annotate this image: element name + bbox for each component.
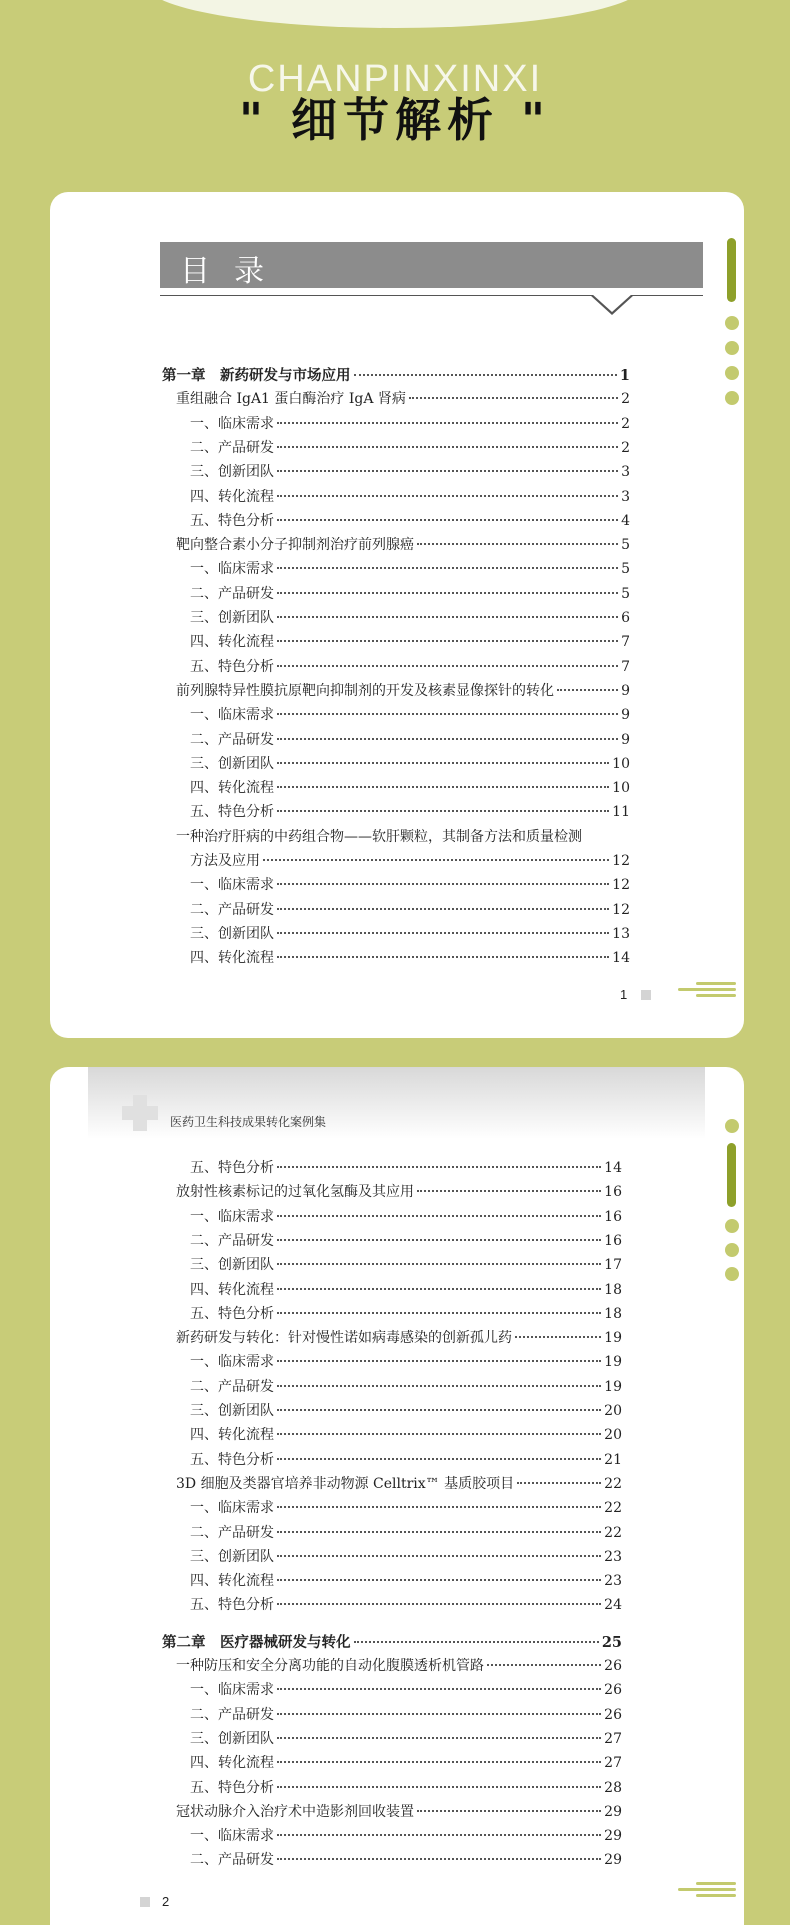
toc-entry-title: 一、临床需求	[190, 1828, 274, 1845]
toc-entry-title: 靶向整合素小分子抑制剂治疗前列腺癌	[176, 537, 414, 554]
toc-entry-title: 三、创新团队	[190, 1257, 274, 1274]
dot-leader	[277, 1288, 601, 1290]
indicator-dot	[725, 341, 739, 355]
indicator-dot	[725, 1267, 739, 1281]
toc-article-entry[interactable]	[176, 680, 630, 704]
toc-entry-page: 10	[612, 755, 630, 772]
toc-section-entry[interactable]	[190, 656, 630, 680]
dot-leader	[277, 810, 609, 812]
toc-entry-title: 三、创新团队	[190, 755, 274, 772]
toc-entry-page: 13	[612, 925, 630, 942]
toc-entry-title: 一、临床需求	[190, 561, 274, 578]
toc-section-entry[interactable]	[190, 558, 630, 582]
toc-entry-page: 16	[604, 1232, 622, 1249]
dot-leader	[277, 1737, 601, 1739]
indicator-dot	[725, 391, 739, 405]
toc-section-entry[interactable]	[190, 874, 630, 898]
toc-entry-page: 9	[621, 731, 630, 748]
toc-entry-title: 一、临床需求	[190, 1500, 274, 1517]
dot-leader	[277, 1506, 601, 1508]
toc-section-entry[interactable]	[190, 1206, 622, 1230]
toc-entry-title: 二、产品研发	[190, 901, 274, 918]
toc-entry-title: 一、临床需求	[190, 1208, 274, 1225]
dot-leader	[277, 932, 609, 934]
toc-entry-title: 方法及应用	[190, 853, 260, 869]
toc-entry-page: 29	[604, 1852, 622, 1869]
toc-section-entry[interactable]	[190, 437, 630, 461]
toc-entry-page: 16	[604, 1184, 622, 1201]
toc-entry-page: 7	[621, 634, 630, 651]
dot-leader	[277, 786, 609, 788]
dot-leader	[517, 1482, 601, 1484]
dot-leader	[277, 1385, 601, 1387]
active-indicator-bar	[727, 238, 736, 302]
dot-leader	[277, 1239, 601, 1241]
toc-entry-title: 四、转化流程	[190, 950, 274, 967]
indicator-dot	[725, 1243, 739, 1257]
toc-entry-title: 四、转化流程	[190, 634, 274, 651]
toc-section-entry[interactable]	[190, 1157, 622, 1181]
dot-leader	[277, 665, 618, 667]
running-header-title: 医药卫生科技成果转化案例集	[170, 1115, 327, 1129]
dot-leader	[277, 1531, 601, 1533]
toc-section-entry[interactable]	[190, 777, 630, 801]
dot-leader	[277, 567, 618, 569]
toc-entry-page: 16	[604, 1208, 622, 1225]
toc-entry-title: 一、临床需求	[190, 415, 274, 432]
toc-section-entry[interactable]	[190, 947, 630, 971]
toc-entry-page: 7	[621, 658, 630, 675]
toc-entry-title: 三、创新团队	[190, 1403, 274, 1419]
toc-entry-page: 25	[601, 1633, 622, 1651]
toc-entry-page: 5	[621, 537, 630, 554]
toc-entry-page: 1	[619, 367, 630, 384]
toc-section-entry[interactable]	[190, 1825, 622, 1849]
indicator-dot	[725, 316, 739, 330]
dot-leader	[277, 446, 618, 448]
toc-entry-page: 29	[604, 1803, 622, 1820]
toc-section-entry[interactable]	[190, 729, 630, 753]
page-number: 1	[620, 987, 628, 1002]
toc-section-entry[interactable]	[190, 1570, 622, 1594]
toc-entry-page: 26	[604, 1658, 622, 1674]
toc-entry-page: 19	[604, 1330, 622, 1347]
toc-article-entry[interactable]	[176, 1801, 622, 1825]
toc-entry-page: 26	[604, 1706, 622, 1723]
toc-section-entry[interactable]	[190, 461, 630, 485]
toc-entry-title: 五、特色分析	[190, 804, 274, 821]
toc-section-entry[interactable]	[190, 1546, 622, 1570]
toc-entry-page: 10	[612, 780, 630, 797]
toc-entry-page: 19	[604, 1378, 622, 1395]
toc-section-entry[interactable]	[190, 583, 630, 607]
toc-entry-title: 第二章 医疗器械研发与转化	[162, 1633, 351, 1651]
toc-entry-title: 一、临床需求	[190, 707, 274, 724]
toc-section-entry[interactable]	[190, 607, 630, 631]
toc-entry-page: 29	[604, 1828, 622, 1845]
dot-leader	[277, 592, 618, 594]
toc-entry-title: 一、临床需求	[190, 1682, 274, 1699]
toc-chapter-entry[interactable]	[162, 364, 630, 388]
toc-entry-title: 五、特色分析	[190, 1779, 274, 1796]
dot-leader	[277, 1761, 601, 1763]
toc-entry-page: 9	[621, 707, 630, 724]
toc-section-entry[interactable]	[190, 1424, 622, 1448]
dot-leader	[277, 422, 618, 424]
dot-leader	[277, 1603, 601, 1605]
toc-section-entry[interactable]	[190, 1777, 622, 1801]
toc-page-2	[50, 1067, 744, 1925]
toc-title-bar	[160, 242, 703, 288]
toc-section-entry[interactable]	[190, 1351, 622, 1375]
toc-entry-title: 三、创新团队	[190, 1730, 274, 1747]
page-number-marker	[140, 1897, 150, 1907]
toc-entry-page: 17	[604, 1257, 622, 1274]
toc-entry-page: 12	[612, 877, 630, 894]
toc-entry-page: 24	[604, 1597, 622, 1614]
indicator-dot	[725, 1119, 739, 1133]
toc-section-entry[interactable]	[190, 1704, 622, 1728]
toc-entry-title: 三、创新团队	[190, 610, 274, 626]
toc-entry-title: 重组融合 IgA1 蛋白酶治疗 IgA 肾病	[176, 391, 406, 408]
toc-entry-title: 二、产品研发	[190, 1232, 274, 1249]
dot-leader	[277, 738, 618, 740]
dot-leader	[277, 1166, 601, 1168]
toc-entry-page: 5	[621, 561, 630, 578]
toc-entry-title: 三、创新团队	[190, 464, 274, 481]
toc-entry-title: 五、特色分析	[190, 512, 274, 529]
toc-entry-page: 22	[604, 1500, 622, 1517]
toc-section-entry[interactable]	[190, 631, 630, 655]
toc-entry-page: 22	[604, 1475, 622, 1492]
dot-leader	[277, 519, 618, 521]
toc-entry-title: 新药研发与转化：针对慢性诺如病毒感染的创新孤儿药	[176, 1330, 512, 1347]
dot-leader	[277, 1312, 601, 1314]
active-indicator-bar	[727, 1143, 736, 1207]
dot-leader	[277, 1786, 601, 1788]
dot-leader	[277, 640, 618, 642]
toc-entry-title: 一种防压和安全分离功能的自动化腹膜透析机管路	[176, 1658, 484, 1674]
toc-section-entry[interactable]	[190, 899, 630, 923]
page-number-marker	[641, 990, 651, 1000]
dot-leader	[277, 1458, 601, 1460]
toc-section-entry[interactable]	[190, 413, 630, 437]
dot-leader	[277, 1688, 601, 1690]
toc-section-entry[interactable]	[190, 1230, 622, 1254]
toc-section-entry[interactable]	[190, 510, 630, 534]
toc-entry-title: 三、创新团队	[190, 1548, 274, 1565]
toc-entry-page: 14	[604, 1160, 622, 1176]
dot-leader	[277, 956, 609, 958]
toc-entry-page: 6	[621, 610, 630, 626]
dot-leader	[277, 1555, 601, 1557]
toc-section-entry[interactable]	[190, 704, 630, 728]
page-number: 2	[162, 1894, 170, 1909]
toc-entry-page: 2	[621, 439, 630, 456]
toc-section-entry[interactable]	[190, 1279, 622, 1303]
toc-entry-title: 五、特色分析	[190, 1305, 274, 1322]
corner-stripes-decoration	[678, 982, 736, 1002]
dot-leader	[557, 689, 618, 691]
toc-entry-page: 20	[604, 1427, 622, 1444]
toc-entry-title: 3D 细胞及类器官培养非动物源 Celltrix™ 基质胶项目	[176, 1475, 515, 1492]
toc-entry-page: 20	[604, 1403, 622, 1419]
toc-entry-page: 4	[621, 512, 630, 529]
dot-leader	[277, 1433, 601, 1435]
toc-notch-inner	[592, 294, 632, 312]
toc-entry-page: 23	[604, 1548, 622, 1565]
toc-title: 目录	[180, 254, 288, 289]
top-arc-decoration	[145, 0, 645, 28]
toc-entry-page: 27	[604, 1755, 622, 1772]
toc-entry-title: 五、特色分析	[190, 1160, 274, 1176]
toc-section-entry[interactable]	[190, 486, 630, 510]
toc-section-entry[interactable]	[190, 923, 630, 947]
toc-entry-title: 三、创新团队	[190, 925, 274, 942]
toc-entry-title: 放射性核素标记的过氧化氢酶及其应用	[176, 1184, 414, 1201]
toc-chapter-entry[interactable]	[162, 1631, 622, 1655]
dot-leader	[277, 1858, 601, 1860]
corner-stripes-decoration	[678, 1882, 736, 1902]
toc-entry-page: 11	[612, 804, 630, 821]
toc-article-entry[interactable]	[176, 1655, 622, 1679]
toc-entry-title: 一、临床需求	[190, 1354, 274, 1371]
toc-entry-title: 二、产品研发	[190, 1706, 274, 1723]
toc-entry-title: 四、转化流程	[190, 1755, 274, 1772]
toc-entry-title: 二、产品研发	[190, 731, 274, 748]
banner-chinese-title: " 细节解析 "	[239, 93, 551, 147]
toc-entry-page: 22	[604, 1524, 622, 1541]
toc-entry-page: 2	[621, 391, 630, 408]
toc-entry-title: 一种治疗肝病的中药组合物——软肝颗粒，其制备方法和质量检测	[176, 828, 582, 845]
toc-entry-title: 二、产品研发	[190, 1852, 274, 1869]
toc-article-entry[interactable]	[176, 826, 582, 850]
toc-section-entry[interactable]	[190, 1594, 622, 1618]
toc-entry-page: 3	[621, 464, 630, 481]
toc-entry-page: 5	[621, 585, 630, 602]
toc-entry-page: 3	[621, 488, 630, 505]
dot-leader	[515, 1336, 601, 1338]
toc-article-entry[interactable]	[176, 1181, 622, 1205]
toc-entry-page: 14	[612, 950, 630, 967]
dot-leader	[487, 1664, 601, 1666]
toc-section-entry[interactable]	[190, 1254, 622, 1278]
dot-leader	[277, 713, 618, 715]
toc-section-entry[interactable]	[190, 1752, 622, 1776]
toc-section-entry[interactable]	[190, 1400, 622, 1424]
toc-entry-title: 四、转化流程	[190, 780, 274, 797]
dot-leader	[277, 762, 609, 764]
indicator-dot	[725, 366, 739, 380]
dot-leader	[277, 470, 618, 472]
toc-entry-title: 四、转化流程	[190, 488, 274, 505]
dot-leader	[409, 397, 618, 399]
dot-leader	[277, 1579, 601, 1581]
dot-leader	[277, 1713, 601, 1715]
dot-leader	[277, 1215, 601, 1217]
toc-entry-title: 二、产品研发	[190, 585, 274, 602]
dot-leader	[354, 374, 617, 376]
dot-leader	[277, 883, 609, 885]
toc-article-entry[interactable]	[176, 388, 630, 412]
toc-article-entry[interactable]	[176, 1473, 622, 1497]
dot-leader	[354, 1641, 599, 1643]
toc-page-1	[50, 192, 744, 1038]
toc-section-entry[interactable]	[190, 850, 630, 874]
running-header	[88, 1067, 705, 1139]
toc-entry-page: 23	[604, 1573, 622, 1590]
dot-leader	[417, 1190, 601, 1192]
dot-leader	[277, 1360, 601, 1362]
toc-section-entry[interactable]	[190, 1449, 622, 1473]
cross-icon-bar	[122, 1106, 158, 1120]
toc-entry-title: 四、转化流程	[190, 1573, 274, 1590]
toc-entry-page: 28	[604, 1779, 622, 1796]
toc-entry-title: 四、转化流程	[190, 1427, 274, 1444]
toc-entry-page: 2	[621, 415, 630, 432]
toc-section-entry[interactable]	[190, 801, 630, 825]
toc-entry-title: 五、特色分析	[190, 658, 274, 675]
dot-leader	[417, 543, 618, 545]
toc-entry-page: 19	[604, 1354, 622, 1371]
toc-entry-page: 12	[612, 853, 630, 869]
dot-leader	[277, 1263, 601, 1265]
toc-entry-title: 五、特色分析	[190, 1597, 274, 1614]
toc-entry-title: 二、产品研发	[190, 1524, 274, 1541]
dot-leader	[263, 859, 609, 861]
toc-section-entry[interactable]	[190, 1376, 622, 1400]
toc-entry-title: 二、产品研发	[190, 439, 274, 456]
dot-leader	[277, 495, 618, 497]
toc-entry-page: 12	[612, 901, 630, 918]
dot-leader	[277, 1409, 601, 1411]
toc-section-entry[interactable]	[190, 1303, 622, 1327]
toc-entry-page: 21	[604, 1451, 622, 1468]
toc-entry-title: 第一章 新药研发与市场应用	[162, 367, 351, 384]
toc-section-entry[interactable]	[190, 1522, 622, 1546]
toc-section-entry[interactable]	[190, 1849, 622, 1873]
toc-entry-page: 27	[604, 1730, 622, 1747]
toc-entry-title: 五、特色分析	[190, 1451, 274, 1468]
toc-entry-page: 18	[604, 1305, 622, 1322]
toc-article-entry[interactable]	[176, 1327, 622, 1351]
toc-entry-title: 二、产品研发	[190, 1378, 274, 1395]
dot-leader	[277, 1834, 601, 1836]
toc-entry-title: 冠状动脉介入治疗术中造影剂回收装置	[176, 1803, 414, 1820]
toc-section-entry[interactable]	[190, 1497, 622, 1521]
banner-english-title: CHANPINXINXI	[247, 58, 543, 100]
toc-entry-title: 一、临床需求	[190, 877, 274, 894]
dot-leader	[417, 1810, 601, 1812]
dot-leader	[277, 616, 618, 618]
dot-leader	[277, 908, 609, 910]
toc-entry-page: 26	[604, 1682, 622, 1699]
toc-section-entry[interactable]	[190, 1728, 622, 1752]
toc-entry-page: 18	[604, 1281, 622, 1298]
toc-entry-title: 四、转化流程	[190, 1281, 274, 1298]
toc-section-entry[interactable]	[190, 753, 630, 777]
toc-section-entry[interactable]	[190, 1679, 622, 1703]
indicator-dot	[725, 1219, 739, 1233]
toc-entry-title: 前列腺特异性膜抗原靶向抑制剂的开发及核素显像探针的转化	[176, 682, 554, 699]
toc-article-entry[interactable]	[176, 534, 630, 558]
toc-entry-page: 9	[621, 682, 630, 699]
